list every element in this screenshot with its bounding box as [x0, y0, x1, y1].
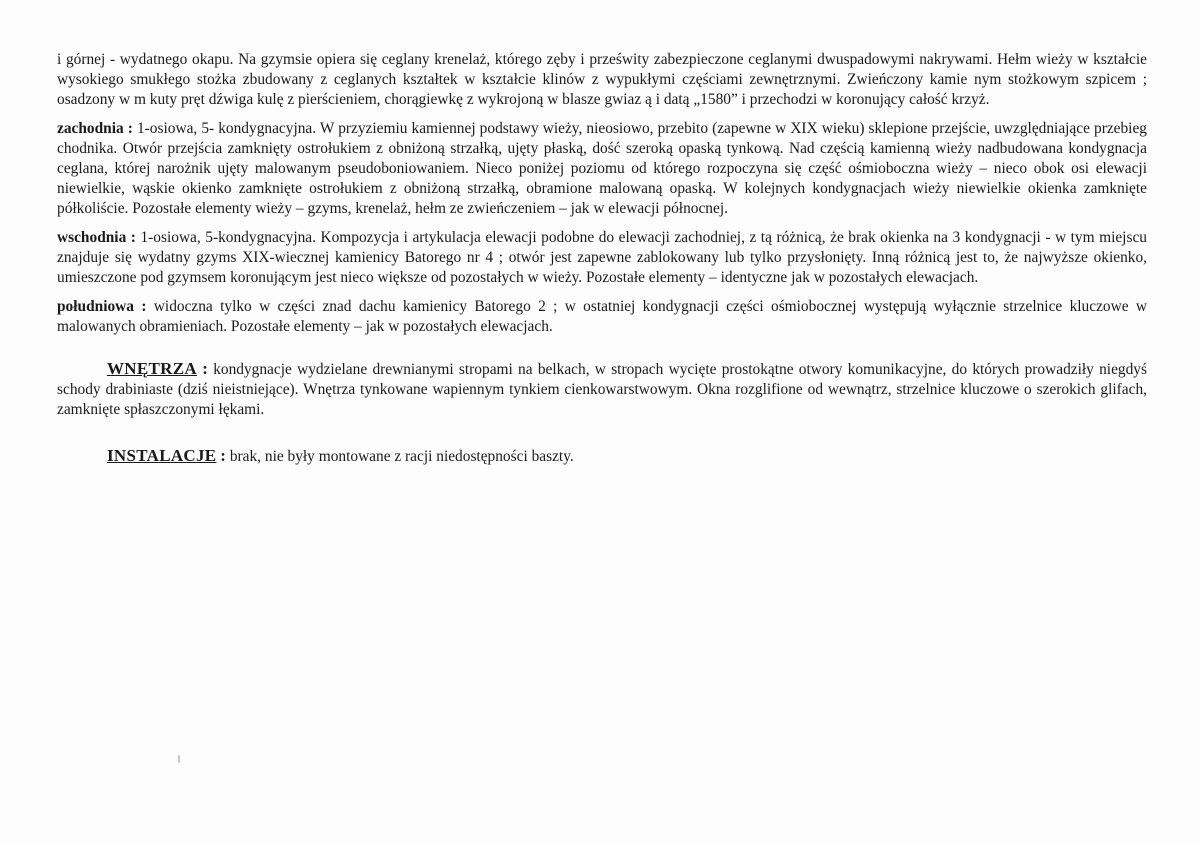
interiors-colon: : [202, 359, 208, 378]
elevation-south-text: widoczna tylko w części znad dachu kamienicy Batorego 2 ; w ostatniej kondygnacji części ośmiobocznej występują wyłącznie strzelnice kluczowe w malowanych obramieniach. Pozostałe elementy – jak w pozostałych elewacjach. [57, 298, 1147, 335]
installations-heading: INSTALACJE [107, 446, 217, 465]
document-body [57, 50, 1147, 476]
installations-text: brak, nie były montowane z racji niedostępności baszty. [229, 448, 574, 465]
elevation-east-text: 1-osiowa, 5-kondygnacyjna. Kompozycja i artykulacja elewacji podobne do elewacji zachodniej, z tą różnicą, że brak okienka na 3 kondygnacji - w tym miejscu znajduje się wydatny gzyms XIX-wiecznej kamienicy Batorego nr 4 ; otwór jest zapewne zablokowany lub tylko przysłonięty. Inną różnicą jest to, że najwyższe okienko, umieszczone pod gzymsem koronującym jest nieco większe od pozostałych w wieży. Pozostałe elementy – identyczne jak w pozostałych elewacjach. [57, 229, 1147, 286]
elevation-west-text: 1-osiowa, 5- kondygnacyjna. W przyziemiu kamiennej podstawy wieży, nieosiowo, przebito (zapewne w XIX wieku) sklepione przejście, uwzględniające przebieg chodnika. Otwór przejścia zamknięty ostrołukiem z obniżoną strzałką, ujęty płaską, dość szeroką opaską tynkową. Nad częścią kamienną wieży nadbudowana kondygnacja ceglana, której narożnik ujęty malowanym pseudoboniowaniem. Nieco poniżej poziomu od którego rozpoczyna się część ośmioboczna wieży – nieco obok osi elewacji niewielkie, wąskie okienko zamknięte ostrołukiem z obniżoną strzałką, obramione malowaną opaską. W kolejnych kondygnacjach wieży niewielkie okienka zamknięte półkoliście. Pozostałe elementy wieży – gzyms, krenelaż, hełm ze zwieńczeniem – jak w elewacji północnej. [57, 120, 1147, 217]
elevation-west [57, 119, 1147, 219]
interiors-text: kondygnacje wydzielane drewnianymi stropami na belkach, w stropach wycięte prostokątne otwory komunikacyjne, do których prowadziły niegdyś schody drabiniaste (dziś nieistniejące). Wnętrza tynkowane wapiennym tynkiem cienkowarstwowym. Okna rozglifione od wewnątrz, strzelnice kluczowe o szerokich glifach, zamknięte spłaszczonymi łękami. [57, 361, 1147, 418]
scan-speck [178, 755, 180, 763]
elevation-west-label: zachodnia : [57, 120, 133, 137]
elevation-east [57, 228, 1147, 288]
intro-paragraph: i górnej - wydatnego okapu. Na gzymsie opiera się ceglany krenelaż, którego zęby i prześwity zabezpieczone ceglanymi dwuspadowymi nakrywami. Hełm wieży w kształcie wysokiego smukłego stożka zbudowany z ceglanych kształtek w kształcie klinów z wypukłymi częściami zewnętrznymi. Zwieńczony kamie nym stożkowym szpicem ; osadzony w m kuty pręt dźwiga kulę z pierścieniem, chorągiewkę z wykrojoną w blasze gwiaz ą i datą „1580” i przechodzi w koronujący całość krzyż. [57, 51, 1147, 108]
elevation-east-label: wschodnia : [57, 229, 136, 246]
interiors-heading: WNĘTRZA [107, 359, 197, 378]
interiors-section [57, 359, 1147, 420]
elevation-south-label: południowa : [57, 298, 147, 315]
installations-colon: : [220, 446, 226, 465]
installations-section [57, 446, 1147, 467]
elevation-south [57, 297, 1147, 337]
